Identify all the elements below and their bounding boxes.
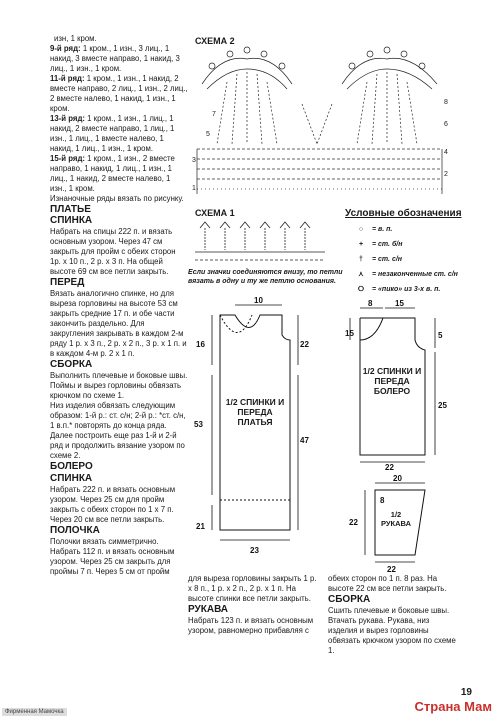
legend-item-sc <box>350 237 458 252</box>
legend-item-chain <box>350 222 458 237</box>
legend-item-picot <box>350 282 458 297</box>
final-assembly-text: Сшить плечевые и боковые швы. Втачать рукава. Рукава, низ изделия и вырез горловины обвязать крючком узором по схеме 1. <box>328 606 456 655</box>
dress-pattern-diagram <box>190 295 315 580</box>
back-title: СПИНКА <box>50 215 93 226</box>
scheme-2-row-left-2: 5 <box>206 131 210 138</box>
legend-item-text: = ст. с/н <box>372 256 403 263</box>
bolero-dim-right-upper: 5 <box>438 331 443 340</box>
scheme-2-row-right-2: 6 <box>444 121 448 128</box>
dress-dim-right-upper: 22 <box>300 340 309 349</box>
bolero-dim-bottom: 22 <box>385 463 394 472</box>
scheme-2-row-right-4: 2 <box>444 171 448 178</box>
dress-dim-right-mid: 47 <box>300 436 309 445</box>
plus-icon: + <box>358 241 364 248</box>
purl-rows-text: Изнаночные ряды вязать по рисунку. <box>50 194 184 203</box>
row-13-title: 13-й ряд: <box>50 114 85 123</box>
assembly-text-2: Низ изделия обвязать следующим образом: 1-й р.: ст. с/н; 2-й р.: *ст. с/н, 1 в.п.* повторять до конца ряда. Далее построить еще раз 1-й и 2-й ряд и продолжить вязание узором по схеме 2. <box>50 401 186 460</box>
credit-label: Фирменная Мамочка <box>2 708 67 716</box>
cluster-icon: ⋏ <box>358 271 364 278</box>
bottom-right-column <box>328 574 460 656</box>
row-11 <box>50 74 188 114</box>
dress-dim-left-mid: 53 <box>194 420 203 429</box>
legend-item-dc <box>350 252 458 267</box>
shelf-text: Полочки вязать симметрично. Набрать 112 п. и вязать основным узором. Через 25 см закрыть для проймы 7 п. Через 5 см от пройм <box>50 537 175 576</box>
scheme-2-row-right-3: 4 <box>444 149 448 156</box>
legend-item-text: = «пико» из 3-х в. п. <box>372 286 441 293</box>
left-column <box>50 34 188 577</box>
dress-pattern-label: 1/2 СПИНКИ И ПЕРЕДА ПЛАТЬЯ <box>225 397 285 427</box>
row-9 <box>50 44 188 74</box>
bottom-mid-column <box>188 574 318 636</box>
dagger-icon: † <box>359 256 363 263</box>
sleeve-pattern-label: 1/2 РУКАВА <box>380 510 412 528</box>
shelf-title: ПОЛОЧКА <box>50 525 100 536</box>
intro-text: изн, 1 кром. <box>54 34 97 43</box>
bolero-dim-top-a: 8 <box>368 299 373 308</box>
chain-icon: ○ <box>358 226 364 233</box>
final-assembly-title: СБОРКА <box>328 594 371 605</box>
dress-dim-bottom: 23 <box>250 546 259 555</box>
front-title: ПЕРЕД <box>50 277 85 288</box>
bolero-dim-left-upper: 15 <box>345 329 354 338</box>
legend-title: Условные обозначения <box>345 208 462 219</box>
row-13-text: 1 кром., 1 изн., 1 лиц., 1 накид, 2 вместе направо, 1 лиц., 1 изн., 1 лиц., 1 вместе налево, 1 накид, 1 лиц., 1 изн., 1 кром. <box>50 114 175 153</box>
row-13 <box>50 114 188 154</box>
dress-title: ПЛАТЬЕ <box>50 204 91 215</box>
watermark: Страна Мам <box>414 699 492 714</box>
scheme-2-row-left-3: 3 <box>192 157 196 164</box>
sleeve-dim-bottom: 22 <box>387 565 396 574</box>
scheme-2-row-left-4: 1 <box>192 185 196 192</box>
mid-continuation-text: для выреза горловины закрыть 1 р. х 8 п., 1 р. х 2 п., 2 р. х 1 п. На высоте спинки все петли закрыть. <box>188 574 317 603</box>
bolero-pattern-label: 1/2 СПИНКИ И ПЕРЕДА БОЛЕРО <box>362 366 422 396</box>
row-15 <box>50 154 188 194</box>
bolero-dim-top-b: 15 <box>395 299 404 308</box>
row-15-text: 1 кром., 1 изн., 2 вместе направо, 1 накид, 1 лиц., 1 изн., 1 лиц., 1 накид, 2 вместе налево, 1 изн., 1 кром. <box>50 154 175 193</box>
legend-item-text: = ст. б/н <box>372 241 403 248</box>
row-9-title: 9-й ряд: <box>50 44 81 53</box>
bolero-back-title: СПИНКА <box>50 473 93 484</box>
sleeve-dim-top-inner: 8 <box>380 496 385 505</box>
dress-dim-top: 10 <box>254 296 263 305</box>
bolero-dim-right-mid: 25 <box>438 401 447 410</box>
legend-list <box>350 222 458 297</box>
sleeve-dim-left: 22 <box>349 518 358 527</box>
scheme-2-label: СХЕМА 2 <box>195 36 235 46</box>
sleeve-title: РУКАВА <box>188 604 229 615</box>
scheme-1-diagram <box>195 220 335 265</box>
scheme-2-row-left-1: 7 <box>212 111 216 118</box>
assembly-title: СБОРКА <box>50 359 93 370</box>
back-text: Набрать на спицы 222 п. и вязать основным узором. Через 47 см закрыть для пройм с обеих сторон 1р. х 10 п., 2 р. х 3 п. На общей высоте 69 см все петли закрыть. <box>50 227 176 276</box>
scheme-2-diagram <box>192 44 452 204</box>
sleeve-text: Набрать 123 п. и вязать основным узором, равномерно прибавляя с <box>188 616 314 635</box>
dress-dim-left-lower: 21 <box>196 522 205 531</box>
bolero-back-text: Набрать 222 п. и вязать основным узором. Через 25 см для пройм закрыть с обеих сторон по 1 х 7 п. Через 20 см все петли закрыть. <box>50 485 176 524</box>
legend-note: Если значки соединяются внизу, то петли вязать в одну и ту же петлю основания. <box>188 269 343 285</box>
picot-icon: ⵔ <box>357 286 365 293</box>
scheme-2-row-right-1: 8 <box>444 99 448 106</box>
scheme-1-label: СХЕМА 1 <box>195 208 235 218</box>
row-9-text: 1 кром., 1 изн., 3 лиц., 1 накид, 3 вместе направо, 1 накид, 3 лиц., 1 изн., 1 кром. <box>50 44 180 73</box>
legend-item-text: = в. п. <box>372 226 393 233</box>
legend-item-text: = незаконченные ст. с/н <box>372 271 458 278</box>
row-15-title: 15-й ряд: <box>50 154 85 163</box>
row-11-text: 1 кром., 1 изн., 1 накид, 2 вместе направо, 2 лиц., 1 изн., 2 лиц., 2 вместе налево, 1 накид, 1 изн., 1 кром. <box>50 74 188 113</box>
row-11-title: 11-й ряд: <box>50 74 85 83</box>
sleeve-dim-top: 20 <box>393 474 402 483</box>
assembly-text: Выполнить плечевые и боковые швы. Поймы и вырез горловины обвязать крючком по схеме 1. <box>50 371 188 400</box>
legend-item-unfinished <box>350 267 458 282</box>
dress-dim-left-upper: 16 <box>196 340 205 349</box>
front-text: Вязать аналогично спинке, но для выреза горловины на высоте 53 см закрыть средние 17 п. и обе части закончить раздельно. Для закругления закрывать в каждом 2-м ряду 1 р. х 3 п., 2 р. х 2 п., 3 р. х 1 п. и в каждом 4-м р. 2 х 1 п. <box>50 289 187 358</box>
right-continuation-text: обеих сторон по 1 п. 8 раз. На высоте 22 см все петли закрыть. <box>328 574 447 593</box>
page-number: 19 <box>460 687 472 698</box>
bolero-title: БОЛЕРО <box>50 461 93 472</box>
